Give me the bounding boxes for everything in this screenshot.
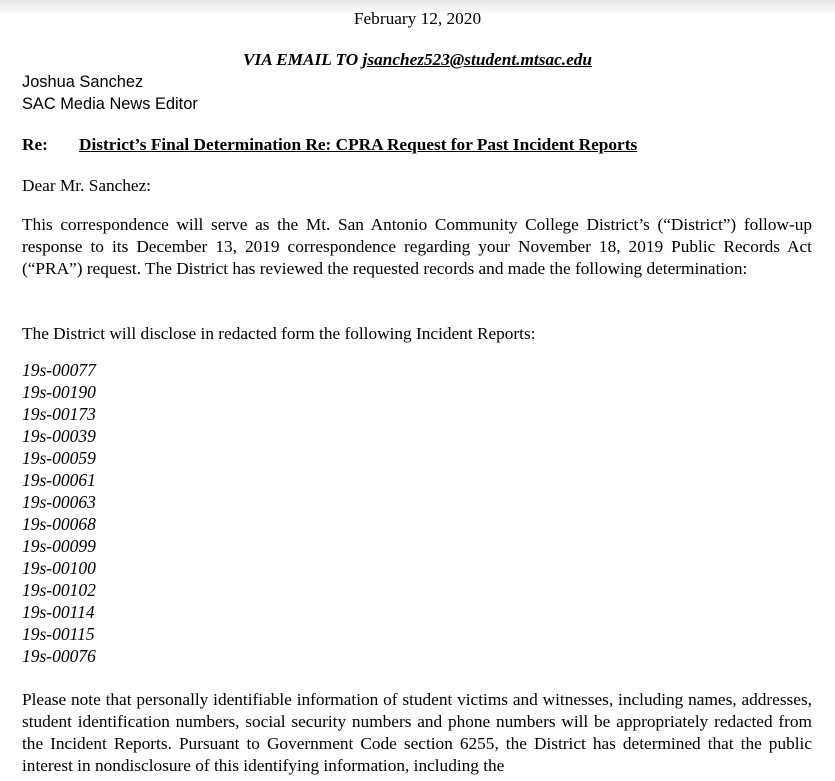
letter-date: February 12, 2020 [353, 9, 482, 28]
via-email-line [0, 49, 835, 71]
incident-report-item: 19s-00076 [22, 646, 96, 666]
body-paragraph-redaction: Please note that personally identifiable information of student victims and witnesses, including names, addresses, student identification numbers, social security numbers and phone numbers will be appropriately redacted from the Incident Reports. Pursuant to Government Code section 6255, the District has determined that the public interest in nondisclosure of this identifying information, including the [22, 690, 812, 775]
incident-report-item: 19s-00114 [22, 602, 95, 622]
via-email-prefix: VIA EMAIL TO [242, 50, 363, 69]
incident-report-item: 19s-00061 [22, 470, 96, 490]
body-paragraph-intro: This correspondence will serve as the Mt. San Antonio Community College District’s (“District”) follow-up response to its December 13, 2019 correspondence regarding your November 18, 2019 Public Records Act (“PRA”) request. The District has reviewed the requested records and made the following determination: [22, 215, 812, 278]
incident-report-item: 19s-00115 [22, 624, 95, 644]
subject-text: District’s Final Determination Re: CPRA Request for Past Incident Reports [79, 135, 638, 154]
incident-report-item: 19s-00100 [22, 558, 96, 578]
incident-report-item: 19s-00190 [22, 382, 96, 402]
incident-report-item: 19s-00102 [22, 580, 96, 600]
body-paragraph-disclosure: The District will disclose in redacted form the following Incident Reports: [22, 324, 536, 343]
subject-line [22, 134, 637, 156]
recipient-title: SAC Media News Editor [22, 95, 198, 113]
recipient-email-link[interactable]: jsanchez523@student.mtsac.edu [362, 50, 593, 69]
incident-report-item: 19s-00173 [22, 404, 96, 424]
subject-label: Re: [22, 135, 48, 154]
incident-report-item: 19s-00039 [22, 426, 96, 446]
incident-report-item: 19s-00099 [22, 536, 96, 556]
salutation: Dear Mr. Sanchez: [22, 176, 152, 195]
recipient-name: Joshua Sanchez [22, 73, 144, 91]
incident-report-item: 19s-00059 [22, 448, 96, 468]
incident-report-item: 19s-00063 [22, 492, 96, 512]
incident-report-list [22, 359, 96, 667]
incident-report-item: 19s-00077 [22, 360, 96, 380]
incident-report-item: 19s-00068 [22, 514, 96, 534]
